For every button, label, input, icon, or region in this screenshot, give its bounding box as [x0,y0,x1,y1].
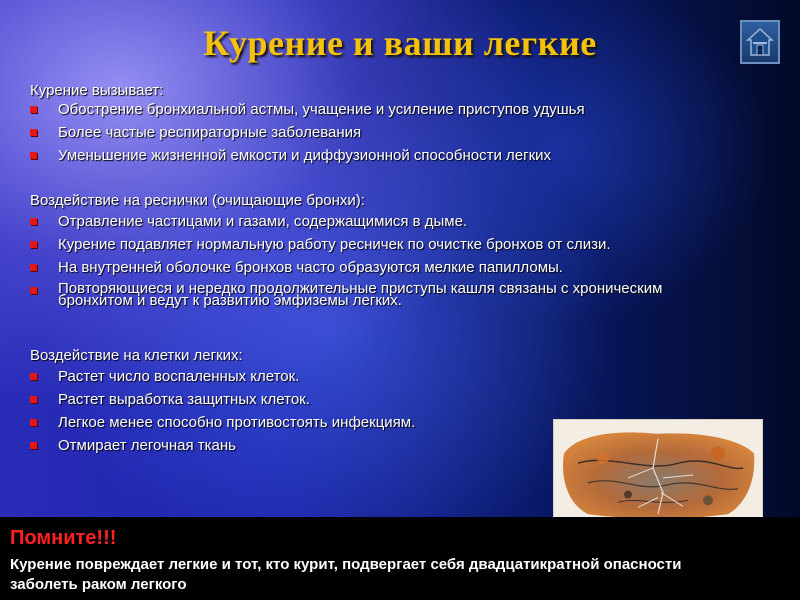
footer-banner [0,517,800,600]
bullet-icon [30,373,37,380]
section-heading-cells: Воздействие на клетки легких: [30,347,243,364]
list-item: На внутренней оболочке бронхов часто образуются мелкие папилломы. [30,260,710,276]
bullet-icon [30,152,37,159]
remember-heading: Помните!!! [10,527,117,549]
list-item: Растет выработка защитных клеток. [30,392,710,408]
list-item: Отмирает легочная ткань [30,438,710,454]
bullet-icon [30,442,37,449]
list-item: Растет число воспаленных клеток. [30,369,710,385]
list-item: Повторяющиеся и нередко продолжительные приступы кашля связаны с хроническим бронхитом и ведут к развитию эмфиземы легких. [30,283,710,307]
bullet-icon [30,106,37,113]
bullet-icon [30,287,37,294]
lung-tissue-image [553,419,763,527]
bullet-icon [30,264,37,271]
footer-warning-text: Курение повреждает легкие и тот, кто курит, подвергает себя двадцатикратной опасности заболеть раком легкого [10,556,682,593]
bullet-icon [30,129,37,136]
list-causes [30,102,710,171]
list-item: Более частые респираторные заболевания [30,125,710,141]
lung-tissue-graphic [558,424,758,522]
home-button[interactable] [740,20,780,64]
bullet-icon [30,419,37,426]
home-icon [745,26,775,58]
bullet-icon [30,241,37,248]
bullet-icon [30,218,37,225]
slide-title: Курение и ваши легкие [203,23,597,63]
list-item: Легкое менее способно противостоять инфекциям. [30,415,710,431]
list-item: Уменьшение жизненной емкости и диффузионной способности легких [30,148,710,164]
list-cilia [30,214,710,314]
list-item: Обострение бронхиальной астмы, учащение и усиление приступов удушья [30,102,710,118]
section-heading-cilia: Воздействие на реснички (очищающие бронхи): [30,192,365,209]
list-item: Отравление частицами и газами, содержащимися в дыме. [30,214,710,230]
bullet-icon [30,396,37,403]
section-heading-causes: Курение вызывает: [30,82,164,99]
list-item: Курение подавляет нормальную работу ресничек по очистке бронхов от слизи. [30,237,710,253]
